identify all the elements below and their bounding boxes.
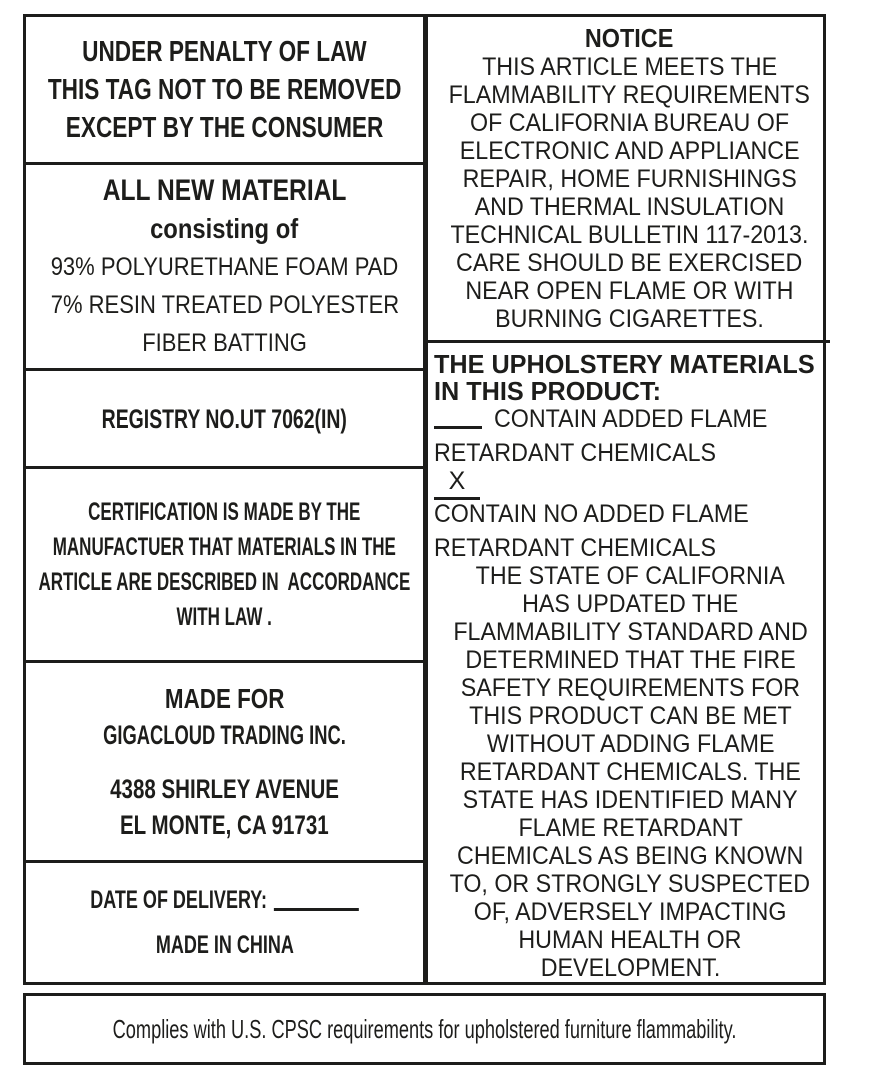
company-name bbox=[46, 717, 403, 753]
upholstery-heading-text: THE UPHOLSTERY MATERIALS bbox=[434, 349, 815, 379]
statement-line bbox=[434, 758, 826, 786]
material-component-text: 7% RESIN TREATED POLYESTER bbox=[50, 290, 399, 319]
notice-line bbox=[463, 193, 796, 221]
cpsc-compliance-text: Complies with U.S. CPSC requirements for upholstered furniture flammability. bbox=[112, 1014, 737, 1044]
statement-text: WITHOUT ADDING FLAME bbox=[486, 730, 775, 758]
material-title bbox=[76, 172, 373, 210]
certification-text: MANUFACTUER THAT MATERIALS IN THE bbox=[52, 532, 397, 561]
notice-text: CARE SHOULD BE EXERCISED bbox=[456, 249, 803, 277]
material-subtitle bbox=[137, 210, 311, 248]
statement-text: FLAMMABILITY STANDARD AND bbox=[453, 618, 808, 646]
flame-option-none-continuation bbox=[434, 534, 826, 562]
delivery-date-blank-line bbox=[274, 886, 359, 911]
statement-line bbox=[434, 562, 826, 590]
notice-text: OF CALIFORNIA BUREAU OF bbox=[469, 109, 789, 137]
statement-line bbox=[434, 674, 826, 702]
made-for-cell bbox=[26, 660, 423, 860]
notice-text: NEAR OPEN FLAME OR WITH bbox=[465, 277, 794, 305]
address-line bbox=[87, 807, 362, 843]
notice-line bbox=[458, 109, 801, 137]
flame-option-added-continuation bbox=[434, 439, 826, 467]
made-for-title-text: MADE FOR bbox=[164, 682, 285, 714]
statement-text: HUMAN HEALTH OR bbox=[518, 926, 742, 954]
notice-line bbox=[453, 277, 806, 305]
certification-line bbox=[0, 530, 477, 565]
label-table bbox=[23, 14, 826, 985]
statement-text: RETARDANT CHEMICALS. THE bbox=[459, 758, 801, 786]
penalty-text: THIS TAG NOT TO BE REMOVED bbox=[47, 73, 402, 106]
statement-line bbox=[434, 898, 826, 926]
flame-option-added-text: CONTAIN ADDED FLAME bbox=[494, 405, 768, 433]
delivery-date-label: DATE OF DELIVERY: bbox=[90, 885, 267, 914]
statement-text: HAS UPDATED THE bbox=[522, 590, 739, 618]
notice-line bbox=[447, 137, 812, 165]
cpsc-compliance-box bbox=[23, 993, 826, 1065]
registry-cell bbox=[26, 368, 423, 466]
statement-line bbox=[434, 590, 826, 618]
penalty-line bbox=[42, 33, 407, 71]
certification-text: WITH LAW . bbox=[176, 602, 273, 631]
made-for-title bbox=[150, 681, 299, 717]
statement-text: THIS PRODUCT CAN BE MET bbox=[468, 702, 792, 730]
material-component-text: 93% POLYURETHANE FOAM PAD bbox=[50, 252, 399, 281]
made-in-line bbox=[129, 923, 321, 968]
flame-option-added bbox=[434, 405, 826, 433]
statement-text: DETERMINED THAT THE FIRE bbox=[465, 646, 796, 674]
penalty-line bbox=[21, 109, 428, 147]
registry-number-text: REGISTRY NO.UT 7062(IN) bbox=[101, 403, 348, 434]
statement-line bbox=[434, 618, 826, 646]
address-line bbox=[74, 771, 375, 807]
statement-line bbox=[434, 870, 826, 898]
notice-line bbox=[471, 53, 788, 81]
upholstery-cell bbox=[428, 340, 830, 982]
certification-text: CERTIFICATION IS MADE BY THE bbox=[88, 497, 361, 526]
blank-check-line bbox=[434, 409, 482, 429]
registry-number bbox=[54, 403, 395, 435]
statement-text: THE STATE OF CALIFORNIA bbox=[475, 562, 785, 590]
statement-line bbox=[434, 926, 826, 954]
statement-text: STATE HAS IDENTIFIED MANY bbox=[462, 786, 798, 814]
flame-option-none-cont-text: RETARDANT CHEMICALS bbox=[434, 534, 717, 562]
statement-line bbox=[434, 786, 826, 814]
notice-title-text: NOTICE bbox=[585, 23, 674, 53]
notice-text: THIS ARTICLE MEETS THE bbox=[481, 53, 777, 81]
certification-text: ARTICLE ARE DESCRIBED IN ACCORDANCE bbox=[38, 567, 411, 596]
statement-text: DEVELOPMENT. bbox=[540, 954, 721, 982]
certification-line bbox=[24, 495, 424, 530]
statement-text: FLAME RETARDANT bbox=[518, 814, 743, 842]
upholstery-heading bbox=[434, 378, 826, 405]
cpsc-compliance-line bbox=[0, 1015, 870, 1043]
penalty-line bbox=[0, 71, 451, 109]
flame-option-none-text: CONTAIN NO ADDED FLAME bbox=[434, 500, 749, 528]
statement-text: SAFETY REQUIREMENTS FOR bbox=[460, 674, 800, 702]
certification-line bbox=[0, 565, 498, 600]
notice-line bbox=[435, 81, 824, 109]
material-component bbox=[27, 248, 422, 286]
company-name-text: GIGACLOUD TRADING INC. bbox=[103, 719, 346, 750]
statement-line bbox=[434, 730, 826, 758]
material-component bbox=[27, 286, 423, 324]
notice-line bbox=[437, 221, 822, 249]
statement-text: OF, ADVERSELY IMPACTING bbox=[473, 898, 787, 926]
statement-line bbox=[434, 954, 826, 982]
upholstery-heading-text: IN THIS PRODUCT: bbox=[434, 376, 661, 406]
material-subtitle-text: consisting of bbox=[150, 212, 299, 244]
notice-cell bbox=[428, 17, 830, 340]
delivery-date-group bbox=[90, 878, 359, 923]
penalty-text: EXCEPT BY THE CONSUMER bbox=[65, 111, 384, 144]
notice-line bbox=[450, 165, 809, 193]
right-column bbox=[428, 17, 830, 982]
certification-cell bbox=[26, 466, 423, 660]
notice-text: ELECTRONIC AND APPLIANCE bbox=[459, 137, 800, 165]
statement-line bbox=[434, 702, 826, 730]
statement-text: TO, OR STRONGLY SUSPECTED bbox=[449, 870, 811, 898]
delivery-cell bbox=[26, 860, 423, 982]
material-title-text: ALL NEW MATERIAL bbox=[102, 173, 347, 207]
left-column bbox=[26, 17, 428, 982]
notice-line bbox=[443, 249, 815, 277]
statement-line bbox=[434, 646, 826, 674]
address-text: EL MONTE, CA 91731 bbox=[120, 809, 329, 840]
x-mark: X bbox=[434, 467, 480, 500]
made-in-text: MADE IN CHINA bbox=[155, 930, 294, 959]
notice-text: BURNING CIGARETTES. bbox=[494, 305, 764, 333]
upholstery-heading bbox=[434, 351, 826, 378]
notice-text: REPAIR, HOME FURNISHINGS bbox=[462, 165, 797, 193]
penalty-text: UNDER PENALTY OF LAW bbox=[82, 35, 367, 68]
notice-text: FLAMMABILITY REQUIREMENTS bbox=[448, 81, 810, 109]
address-text: 4388 SHIRLEY AVENUE bbox=[110, 773, 339, 804]
statement-text: CHEMICALS AS BEING KNOWN bbox=[457, 842, 804, 870]
material-component bbox=[131, 324, 318, 362]
notice-text: AND THERMAL INSULATION bbox=[474, 193, 785, 221]
statement-line bbox=[434, 842, 826, 870]
statement-line bbox=[434, 814, 826, 842]
flame-option-added-cont-text: RETARDANT CHEMICALS bbox=[434, 439, 717, 467]
notice-line bbox=[485, 305, 774, 333]
certification-line bbox=[154, 600, 294, 635]
delivery-date-line bbox=[38, 878, 411, 923]
material-component-text: FIBER BATTING bbox=[142, 328, 307, 357]
notice-text: TECHNICAL BULLETIN 117-2013. bbox=[450, 221, 809, 249]
material-cell bbox=[26, 162, 423, 368]
penalty-cell bbox=[26, 17, 423, 162]
flame-option-none bbox=[434, 467, 826, 528]
notice-title bbox=[580, 24, 678, 53]
